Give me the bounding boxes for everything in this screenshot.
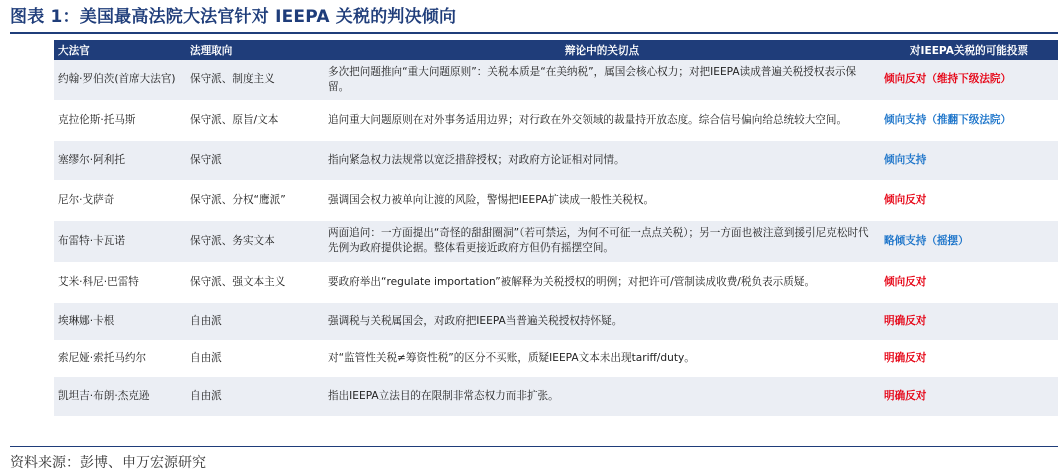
justice-cell: 布雷特·卡瓦诺 <box>58 234 125 247</box>
header-justice: 大法官 <box>58 44 90 57</box>
vote-cell: 明确反对 <box>884 314 927 327</box>
table-row <box>54 302 1058 340</box>
justice-cell: 索尼娅·索托马约尔 <box>58 351 147 364</box>
justice-cell: 艾米·科尼·巴雷特 <box>58 275 139 288</box>
vote-cell: 倾向支持 <box>884 153 927 166</box>
table-row <box>54 340 1058 376</box>
orientation-cell: 保守派 <box>190 153 222 166</box>
concern-cell: 要政府举出“regulate importation”被解释为关税授权的明例；对把许可/管制读成收费/税负表示质疑。 <box>328 275 816 288</box>
concern-cell: 多次把问题推向“重大问题原则”：关税本质是“在美纳税”，属国会核心权力；对把IEEPA读成普遍关税授权表示保留。 <box>328 65 857 93</box>
justice-cell: 塞缪尔·阿利托 <box>58 153 125 166</box>
table-row <box>54 140 1058 180</box>
justice-cell: 尼尔·戈萨奇 <box>58 193 115 206</box>
table-row <box>54 100 1058 140</box>
concern-cell: 两面追问：一方面提出“奇怪的甜甜圈洞”（若可禁运，为何不可征一点点关税）；另一方面也被注意到援引尼克松时代先例为政府提供论据。整体看更接近政府方但仍有摇摆空间。 <box>328 227 869 254</box>
orientation-cell: 保守派、制度主义 <box>190 73 275 86</box>
concern-cell: 强调税与关税属国会，对政府把IEEPA当普遍关税授权持怀疑。 <box>328 314 623 327</box>
header-orientation: 法理取向 <box>190 44 233 57</box>
concern-cell: 指向紧急权力法规常以宽泛措辞授权；对政府方论证相对同情。 <box>328 153 625 166</box>
concern-cell: 强调国会权力被单向让渡的风险，警惕把IEEPA扩读成一般性关税权。 <box>328 193 655 206</box>
vote-cell: 倾向支持（推翻下级法院） <box>884 113 1012 126</box>
header-vote: 对IEEPA关税的可能投票 <box>909 44 1029 57</box>
justice-cell: 凯坦吉·布朗·杰克逊 <box>58 389 150 402</box>
vote-cell: 明确反对 <box>884 389 927 402</box>
orientation-cell: 自由派 <box>190 351 222 364</box>
table-row <box>54 180 1058 220</box>
vote-cell: 倾向反对 <box>884 193 927 206</box>
justice-cell: 埃琳娜·卡根 <box>58 314 115 327</box>
orientation-cell: 自由派 <box>190 314 222 327</box>
vote-cell: 略倾支持（摇摆） <box>884 234 969 247</box>
table-row <box>54 262 1058 302</box>
table-header-row <box>54 40 1058 60</box>
vote-cell: 倾向反对 <box>884 275 927 288</box>
orientation-cell: 保守派、务实文本 <box>190 234 275 247</box>
justice-cell: 克拉伦斯·托马斯 <box>58 113 136 126</box>
header-concern: 辩论中的关切点 <box>564 44 640 57</box>
source-note: 资料来源：彭博、申万宏源研究 <box>10 446 1058 472</box>
concern-cell: 对“监管性关税≠筹资性税”的区分不买账，质疑IEEPA文本未出现tariff/duty。 <box>328 351 695 364</box>
table-row <box>54 60 1058 100</box>
orientation-cell: 保守派、分权“鹰派” <box>190 193 286 206</box>
figure-title: 图表 1：美国最高法院大法官针对 IEEPA 关税的判决倾向 <box>10 7 457 27</box>
orientation-cell: 保守派、原旨/文本 <box>190 113 279 126</box>
table-row <box>54 220 1058 262</box>
justices-table <box>54 40 1058 417</box>
justice-cell: 约翰·罗伯茨(首席大法官) <box>58 73 176 86</box>
concern-cell: 指出IEEPA立法目的在限制非常态权力而非扩张。 <box>328 389 559 402</box>
orientation-cell: 保守派、强文本主义 <box>190 275 286 288</box>
vote-cell: 明确反对 <box>884 351 927 364</box>
vote-cell: 倾向反对（维持下级法院） <box>884 73 1012 86</box>
orientation-cell: 自由派 <box>190 389 222 402</box>
title-divider <box>10 32 1058 34</box>
concern-cell: 追问重大问题原则在对外事务适用边界；对行政在外交领域的裁量持开放态度。综合信号偏向给总统较大空间。 <box>328 113 848 126</box>
table-row <box>54 376 1058 416</box>
